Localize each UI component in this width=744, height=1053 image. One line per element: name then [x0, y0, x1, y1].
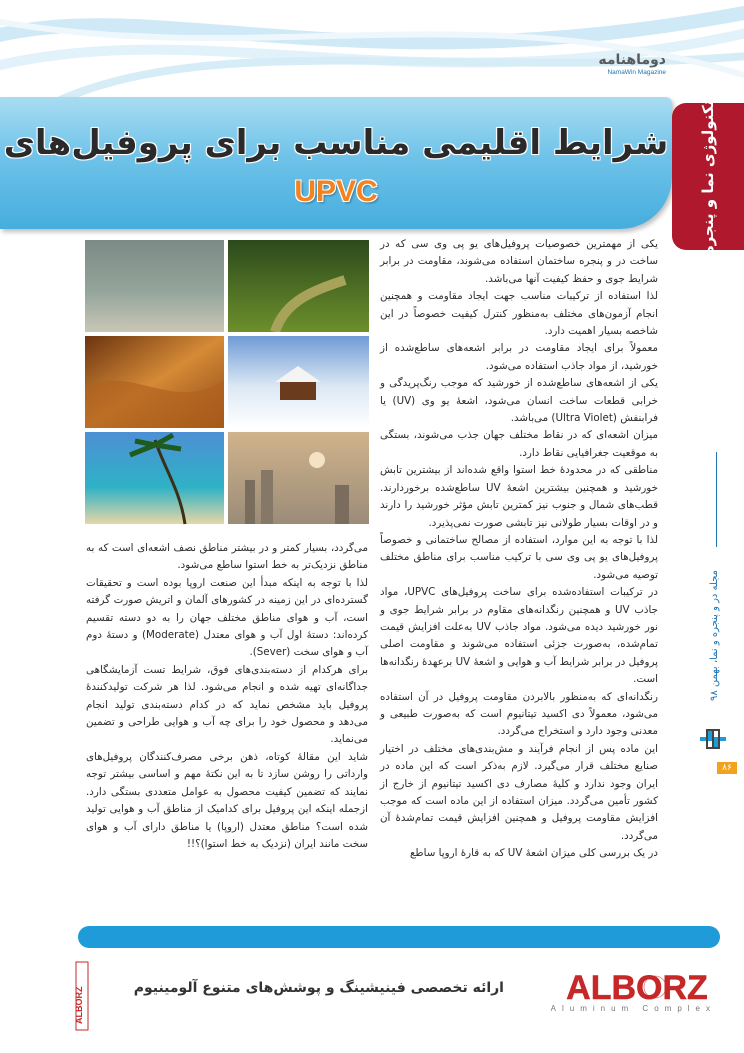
magazine-logo	[598, 52, 666, 76]
collage-tiles	[85, 240, 369, 524]
paragraph: این ماده پس از انجام فرآیند و مش‌بندی‌های مختلف در اختیار صنایع مختلف قرار می‌گیرد. لازم به‌ذکر است که این ماده در ایران وجود ندارد و کلیهٔ مصارف دی اکسید تیتانیوم از خارج از کشور تأمین می‌گردد. میزان استفاده از این ماده است که موجب افزایش مقاومت پروفیل و همچنین افزایش قیمت تمام‌شدهٔ آن می‌گردد.	[380, 742, 658, 842]
divider-bar	[78, 926, 720, 948]
forest-path-photo	[228, 240, 369, 332]
header-swirl-decoration	[0, 0, 744, 100]
title-banner	[0, 97, 672, 229]
paragraph: شاید این مقالهٔ کوتاه، ذهن برخی مصرف‌کنندگان پروفیل‌های وارداتی را روشن سازد تا به این نکتهٔ مهم و اساسی بیشتر توجه نمایند که تضمین کیفیت محصول به عوامل متعددی بستگی دارد. ازجمله اینکه این پروفیل برای کدامیک از مناطق آب و هوایی تولید شده است؟ مناطق معتدل (اروپا) یا مناطق دارای آب و هوای سخت مانند ایران (نزدیک به خط استوا)؟!!	[86, 750, 368, 850]
section-label: تکنولوژی نما و پنجره	[699, 99, 717, 254]
issue-label: مجله در و پنجره و نما، بهمن ۹۸	[709, 569, 721, 701]
brand-text: ALBORZ	[566, 969, 708, 1007]
article-column-left	[86, 540, 368, 853]
paragraph: رنگدانه‌ای که به‌منظور بالابردن مقاومت پروفیل در آن استفاده می‌شود، معمولاً دی اکسید تیتانیوم است که به‌صورت طبیعی و معدنی وجود دارد و استخراج می‌گردد.	[380, 690, 658, 738]
paragraph: در ترکیبات استفاده‌شده برای ساخت پروفیل‌های UPVC، مواد جاذب UV و همچنین رنگدانه‌های مقاوم در برابر شرایط جوی و نور خورشید دیده می‌شود. مواد جاذب UV به‌علت افزایش قیمت تمام‌شده، به‌صورت جزئی استفاده می‌شوند و مقاومت اصلی پروفیل در برابر شرایط آب و هوایی و اشعهٔ UV برعهدهٔ رنگدانه‌ها است.	[380, 586, 659, 686]
brand-subtitle: Aluminum Complex	[550, 1004, 716, 1013]
paragraph: یکی از اشعه‌های ساطع‌شده از خورشید که موجب رنگ‌پریدگی و خرابی قطعات ساخت انسان می‌شود، اشعهٔ یو وی (UV) یا فرابنفش (Ultra Violet) می‌باشد.	[380, 377, 658, 425]
window-icon	[698, 728, 728, 750]
paragraph: برای هرکدام از دسته‌بندی‌های فوق، شرایط تست آزمایشگاهی جداگانه‌ای تهیه شده و انجام می‌شود. لذا هر شرکت تولیدکنندهٔ پروفیل باید مشخص نماید که در کدام دسته‌بندی تولید انجام می‌دهد و محصول خود را برای چه آب و هوایی طراحی و تضمین می‌نماید.	[86, 663, 368, 746]
logo-subtitle: NamaWin Magazine	[607, 69, 666, 76]
paragraph: لذا استفاده از ترکیبات مناسب جهت ایجاد مقاومت و همچنین انجام آزمون‌های مختلف به‌منظور کنترل کیفیت خصوصاً در این شاخصه بسیار اهمیت دارد.	[380, 290, 658, 338]
paragraph: مناطقی که در محدودهٔ خط استوا واقع شده‌اند از بیشترین تابش خورشید و همچنین بیشترین اشعهٔ UV ساطع‌شده برخوردارند. قطب‌های شمال و جنوب نیز کمترین تابش مؤثر خورشید را دارند و در اوقات بسیار طولانی نیز تابشی صورت نمی‌پذیرد.	[380, 464, 658, 529]
rainy-street-photo	[85, 240, 224, 332]
page-number: ۸۶	[717, 762, 737, 774]
paragraph: معمولاً برای ایجاد مقاومت در برابر اشعه‌های ساطع‌شده از خورشید، از مواد جاذب استفاده می‌شود.	[380, 342, 658, 372]
paragraph: می‌گردد، بسیار کمتر و در بیشتر مناطق نصف اشعه‌ای است که به مناطق نزدیک‌تر به خط استوا ساطع می‌شود.	[86, 542, 368, 572]
article-subtitle: UPVC	[294, 175, 378, 208]
side-divider	[716, 452, 717, 547]
climate-photo-collage	[85, 240, 369, 524]
paragraph: لذا با توجه به این موارد، استفاده از مصالح ساختمانی و خصوصاً پروفیل‌های یو پی وی سی با ترکیب مناسب برای مناطق مختلف توصیه می‌شود.	[380, 533, 658, 581]
alborz-logo	[548, 968, 726, 1006]
article-title: شرایط اقلیمی مناسب برای پروفیل‌های	[3, 123, 669, 163]
paragraph: لذا با توجه به اینکه مبدأ این صنعت اروپا بوده است و تحقیقات گسترده‌ای در این زمینه در کشورهای آلمان و اتریش صورت گرفته است، آب و هوای مناطق مختلف جهان را به دو دسته تقسیم کرده‌اند: دستهٔ اول آب و هوای معتدل (Moderate) و دستهٔ دوم آب و هوای سخت (Sever).	[86, 576, 369, 659]
paragraph: در یک بررسی کلی میزان اشعهٔ UV که به قارهٔ اروپا ساطع	[409, 847, 658, 860]
side-brand-text: ALBORZ	[74, 986, 84, 1024]
section-tab	[672, 99, 744, 254]
article-column-right	[380, 236, 658, 863]
logo-text: دوماهنامه	[598, 52, 666, 68]
paragraph: یکی از مهمترین خصوصیات پروفیل‌های یو پی وی سی که در ساخت در و پنجره ساختمان استفاده می‌شوند، مقاومت در برابر شرایط جوی و حفظ کیفیت آنها می‌باشد.	[380, 238, 658, 285]
ad-text: ارائه تخصصی فینیشینگ و پوشش‌های متنوع آلومینیوم	[133, 980, 504, 996]
paragraph: میزان اشعه‌ای که در نقاط مختلف جهان جذب می‌شوند، بستگی به موقعیت جغرافیایی نقاط دارد.	[380, 429, 658, 459]
footer-ad	[76, 960, 726, 1030]
